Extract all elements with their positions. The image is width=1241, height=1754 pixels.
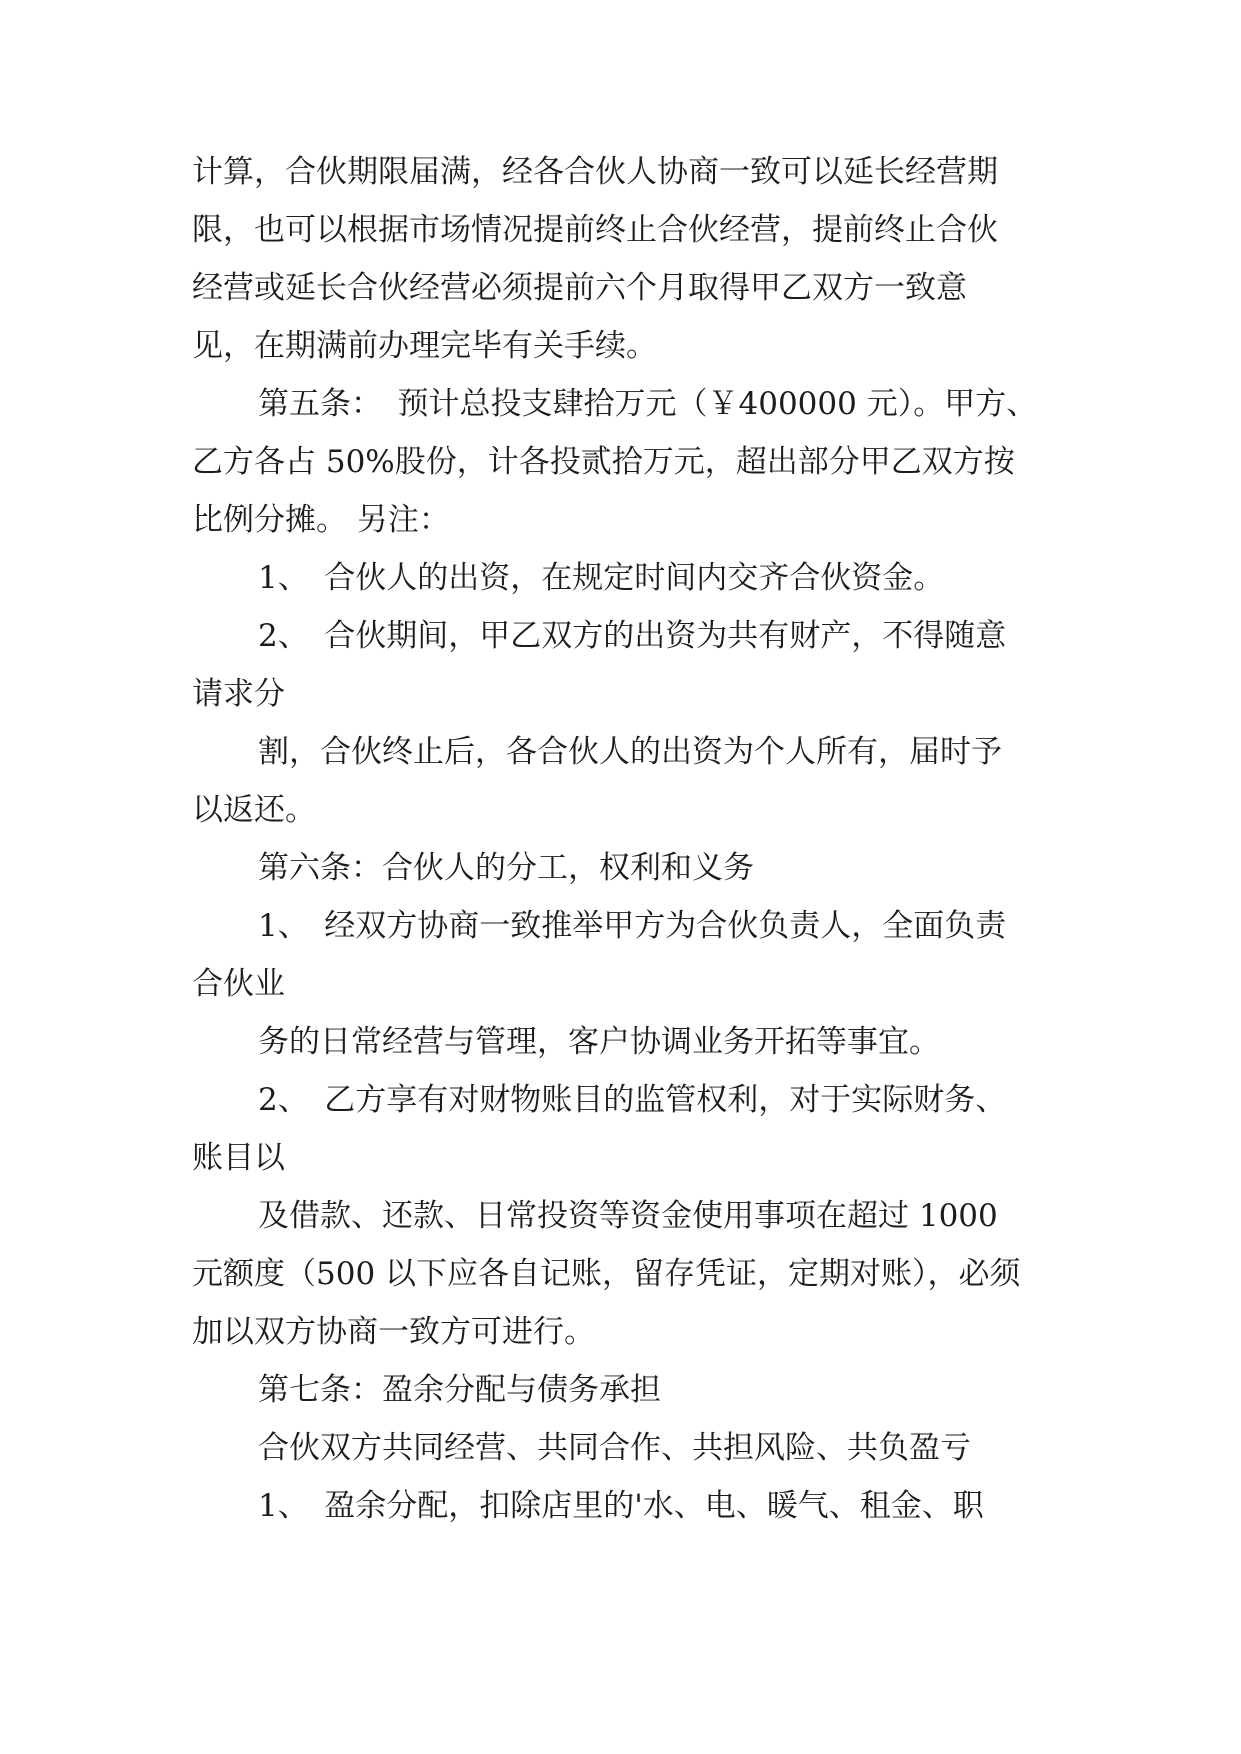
text-line: 请求分 [192, 676, 285, 712]
text-line: 比例分摊。 另注： [192, 502, 450, 538]
article-6-heading: 第六条：合伙人的分工，权利和义务 [258, 850, 754, 886]
text-line: 经营或延长合伙经营必须提前六个月取得甲乙双方一致意 [192, 270, 967, 306]
text-line: 见，在期满前办理完毕有关手续。 [192, 328, 657, 364]
text-line: 合伙业 [192, 966, 285, 1002]
text-line: 限，也可以根据市场情况提前终止合伙经营，提前终止合伙 [192, 212, 998, 248]
text-line: 计算，合伙期限届满，经各合伙人协商一致可以延长经营期 [192, 154, 998, 190]
article-5-heading: 第五条： 预计总投支肆拾万元（￥400000 元）。甲方、 [258, 386, 1038, 422]
text-line: 乙方各占 50%股份，计各投贰拾万元，超出部分甲乙双方按 [192, 444, 1015, 480]
list-item: 1、 盈余分配，扣除店里的'水、电、暖气、租金、职 [258, 1488, 984, 1524]
list-item: 1、 合伙人的出资，在规定时间内交齐合伙资金。 [258, 560, 945, 596]
text-line: 元额度（500 以下应各自记账，留存凭证，定期对账），必须 [192, 1256, 1021, 1292]
list-item: 1、 经双方协商一致推举甲方为合伙负责人，全面负责 [258, 908, 1007, 944]
text-line: 务的日常经营与管理，客户协调业务开拓等事宜。 [258, 1024, 940, 1060]
list-item: 2、 合伙期间，甲乙双方的出资为共有财产，不得随意 [258, 618, 1007, 654]
article-7-heading: 第七条：盈余分配与债务承担 [258, 1372, 661, 1408]
text-line: 账目以 [192, 1140, 285, 1176]
text-line: 加以双方协商一致方可进行。 [192, 1314, 595, 1350]
text-line: 合伙双方共同经营、共同合作、共担风险、共负盈亏 [258, 1430, 971, 1466]
text-line: 割，合伙终止后，各合伙人的出资为个人所有，届时予 [258, 734, 1002, 770]
text-line: 及借款、还款、日常投资等资金使用事项在超过 1000 [258, 1198, 998, 1234]
text-line: 以返还。 [192, 792, 316, 828]
list-item: 2、 乙方享有对财物账目的监管权利，对于实际财务、 [258, 1082, 1007, 1118]
